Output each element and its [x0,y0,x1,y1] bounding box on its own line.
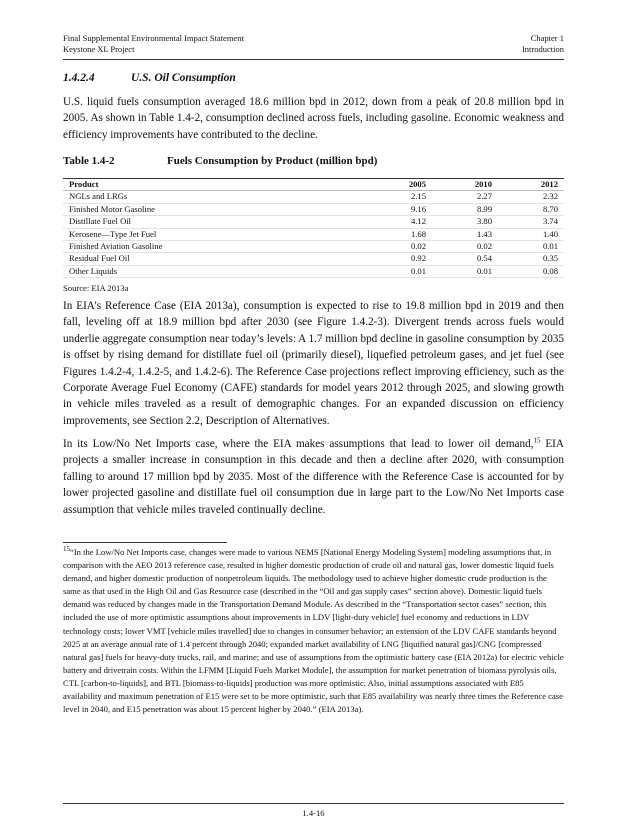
footnote-divider [63,542,227,543]
column-header-product: Product [63,179,366,191]
product-cell: Other Liquids [63,265,366,277]
value-cell-2005: 1.68 [366,228,432,240]
product-cell: Kerosene—Type Jet Fuel [63,228,366,240]
value-cell-2012: 0.35 [498,253,564,265]
header-chapter: Chapter 1 [530,33,564,43]
table-row [63,216,564,228]
product-cell: Finished Aviation Gasoline [63,241,366,253]
value-cell-2010: 0.54 [432,253,498,265]
footnote-number: 15 [63,545,70,554]
value-cell-2005: 0.01 [366,265,432,277]
footnote-text: “In the Low/No Net Imports case, changes were made to various NEMS [National Energy Modeling System] modeling assumptions that, in comparison with the AEO 2013 reference case, resulted in higher domestic production of crude oil and natural gas, lower domestic liquid fuels demand, and higher domestic production of nonpetroleum liquids. The methodology used to achieve higher domestic crude production is the same as that used in the High Oil and Gas Resource case (described in the “Oil and gas supply cases” section above). Domestic liquid fuels demand was reduced by changes made in the Transportation Demand Module. As described in the “Transportation sector cases” section, this included the use of more optimistic assumptions about improvements in LDV [light-duty vehicle] fuel economy and reductions in LDV technology costs; lower VMT [vehicle miles travelled] due to changes in consumer behavior; an extension of the LDV CAFE standards beyond 2025 at an average annual rate of 1.4 percent through 2040; expanded market availability of LNG [liquified natural gas]/CNG [compressed natural gas] fuels for heavy-duty trucks, rail, and marine; and use of assumptions from the optimistic battery case (EIA 2012a) for electric vehicle battery and drivetrain costs. Within the LFMM [Liquid Fuels Market Module], the assumption for market penetration of biomass pyrolysis oils, CTL [carbon-to-liquids], and BTL [biomass-to-liquids] production was more optimistic. Also, initial assumptions associated with E85 availability and maximum penetration of E15 were set to be more optimistic, such that E85 availability was nearly three times the Reference case level in 2040, and E15 penetration was about 15 percent higher by 2040.” (EIA 2013a). [63,547,564,715]
table-row [63,253,564,265]
paragraph-reference-case: In EIA’s Reference Case (EIA 2013a), consumption is expected to rise to 19.8 million bpd in 2019 and then fall, leveling off at 18.9 million bpd after 2030 (see Figure 1.4.2-3). Divergent trends across fuels would underlie aggregate consumption near today’s levels: A 1.7 million bpd decline in gasoline consumption by 2035 is offset by rising demand for distillate fuel oil (primarily diesel), liquefied petroleum gases, and jet fuel (see Figures 1.4.2-4, 1.4.2-5, and 1.4.2-6). The Reference Case projections reflect improving efficiency, such as the Corporate Average Fuel Economy (CAFE) standards for model years 2012 through 2025, and slowing growth in vehicle miles traveled as a result of demographic changes. For an expanded discussion on efficiency improvements, see Section 2.2, Description of Alternatives. [63,300,564,427]
value-cell-2010: 0.02 [432,241,498,253]
value-cell-2012: 0.01 [498,241,564,253]
section-number: 1.4.2.4 [63,72,95,84]
value-cell-2010: 8.99 [432,203,498,215]
column-header-2012: 2012 [498,179,564,191]
table-header-row [63,179,564,191]
value-cell-2010: 0.01 [432,265,498,277]
page-number: 1.4-16 [302,808,325,818]
value-cell-2012: 8.70 [498,203,564,215]
section-heading [63,72,236,84]
value-cell-2005: 2.15 [366,191,432,203]
table-row [63,203,564,215]
paragraph-low-imports-case [63,436,564,518]
header-left [63,33,244,55]
table-number: Table 1.4-2 [63,155,115,167]
column-header-2005: 2005 [366,179,432,191]
value-cell-2010: 1.43 [432,228,498,240]
paragraph-low-imports-body: EIA projects a smaller increase in consumption in this decade and then a decline after 2020, with consumption falling to around 17 million bpd by 2035. Most of the difference with the Reference Case is accounted for by lower projected gasoline and distillate fuel oil consumption due in large part to the Low/No Net Imports case assumption that vehicle miles traveled continually decline. [63,438,564,516]
header-right [522,33,564,55]
table-source: Source: EIA 2013a [63,283,129,293]
footnote-reference[interactable]: 15 [533,436,541,445]
value-cell-2010: 3.80 [432,216,498,228]
section-title: U.S. Oil Consumption [131,72,236,84]
paragraph-low-imports-lead: In its Low/No Net Imports case, where the EIA makes assumptions that lead to lower oil demand, [63,438,534,450]
footnote [63,546,564,716]
product-cell: Residual Fuel Oil [63,253,366,265]
header-project-name: Keystone XL Project [63,44,135,54]
paragraph-consumption-summary: U.S. liquid fuels consumption averaged 18.6 million bpd in 2012, down from a peak of 20.8 million bpd in 2005. As shown in Table 1.4-2, consumption declined across fuels, including gasoline. Economic weakness and efficiency improvements have contributed to the decline. [63,96,564,141]
product-cell: NGLs and LRGs [63,191,366,203]
table-row [63,241,564,253]
value-cell-2005: 0.92 [366,253,432,265]
value-cell-2012: 1.40 [498,228,564,240]
table-row [63,265,564,277]
table-caption [63,155,377,167]
column-header-2010: 2010 [432,179,498,191]
table-title: Fuels Consumption by Product (million bpd) [167,155,378,167]
footer-divider [63,803,564,804]
header-divider [63,59,564,60]
table-row [63,191,564,203]
product-cell: Distillate Fuel Oil [63,216,366,228]
product-cell: Finished Motor Gasoline [63,203,366,215]
fuels-consumption-table [63,178,564,278]
value-cell-2012: 3.74 [498,216,564,228]
table-row [63,228,564,240]
value-cell-2012: 0.08 [498,265,564,277]
value-cell-2005: 9.16 [366,203,432,215]
header-document-title: Final Supplemental Environmental Impact Statement [63,33,244,43]
value-cell-2005: 4.12 [366,216,432,228]
value-cell-2005: 0.02 [366,241,432,253]
header-chapter-title: Introduction [521,44,564,54]
value-cell-2012: 2.32 [498,191,564,203]
value-cell-2010: 2.27 [432,191,498,203]
